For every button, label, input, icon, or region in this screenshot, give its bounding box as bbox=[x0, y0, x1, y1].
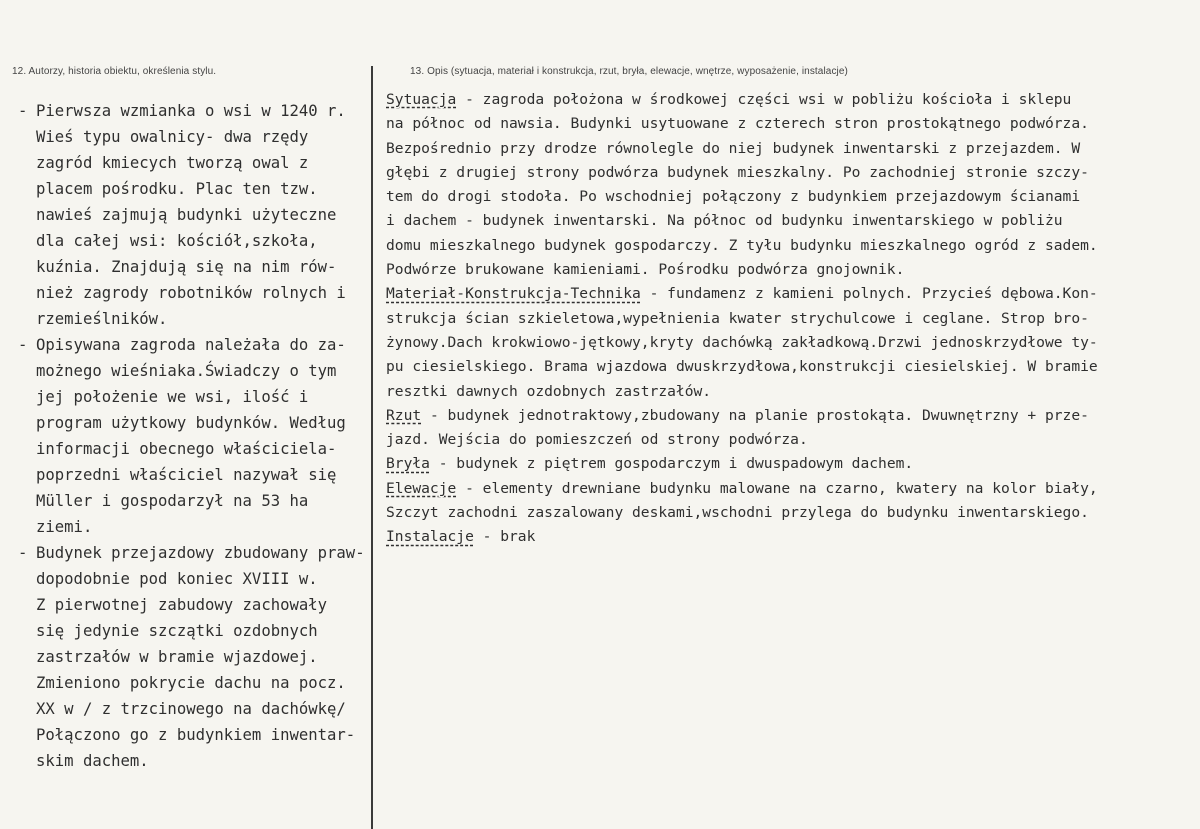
text-line: rzemieślników. bbox=[36, 310, 168, 328]
description-text: - zagroda położona w środkowej części wsi w pobliżu kościoła i sklepu bbox=[456, 91, 1072, 108]
description-column bbox=[386, 88, 1196, 550]
description-text: - fundamenz z kamieni polnych. Przycieś dębowa.Kon- bbox=[640, 285, 1098, 303]
right-column-header: 13. Opis (sytuacja, materiał i konstrukcja, rzut, bryła, elewacje, wnętrze, wyposażenie, instalacje) bbox=[410, 66, 848, 77]
description-text: głębi z drugiej strony podwórza budynek mieszkalny. Po zachodniej stronie szczy- bbox=[386, 163, 1089, 181]
description-line bbox=[386, 380, 1196, 404]
text-line: Opisywana zagroda należała do za- bbox=[36, 336, 346, 354]
description-text: - brak bbox=[473, 528, 536, 546]
text-line: nawieś zajmują budynki użyteczne bbox=[36, 206, 337, 224]
bullet-dash: - bbox=[18, 544, 28, 562]
description-text: tem do drogi stodoła. Po wschodniej połączony z budynkiem przejazdowym ścianami bbox=[386, 188, 1081, 206]
text-line: się jedynie szczątki ozdobnych bbox=[36, 622, 318, 640]
description-line bbox=[386, 88, 1196, 112]
description-line bbox=[386, 355, 1196, 379]
description-line bbox=[386, 404, 1196, 428]
text-line: możnego wieśniaka.Świadczy o tym bbox=[36, 362, 337, 380]
text-line: nież zagrody robotników rolnych i bbox=[36, 284, 346, 302]
description-line bbox=[386, 452, 1196, 476]
description-line bbox=[386, 525, 1196, 549]
text-line: jej położenie we wsi, ilość i bbox=[36, 388, 309, 406]
text-line: XX w / z trzcinowego na dachówkę/ bbox=[36, 700, 346, 718]
text-line: Połączono go z budynkiem inwentar- bbox=[36, 726, 356, 744]
description-text: i dachem - budynek inwentarski. Na północ od budynku inwentarskiego w pobliżu bbox=[386, 212, 1063, 230]
history-paragraph bbox=[18, 332, 368, 540]
history-paragraph bbox=[18, 98, 368, 332]
description-line bbox=[386, 477, 1196, 501]
description-text: żynowy.Dach krokwiowo-jętkowy,kryty dachówką zakładkową.Drzwi jednoskrzydłowe ty- bbox=[386, 333, 1098, 351]
description-text: resztki dawnych ozdobnych zastrzałów. bbox=[386, 382, 712, 400]
description-line bbox=[386, 331, 1196, 355]
text-line: informacji obecnego właściciela- bbox=[36, 440, 337, 458]
description-text: Szczyt zachodni zaszalowany deskami,wschodni przylega do budynku inwentarskiego. bbox=[386, 504, 1089, 522]
description-line bbox=[386, 258, 1196, 282]
history-paragraph bbox=[18, 540, 368, 774]
description-line bbox=[386, 234, 1196, 258]
text-line: Pierwsza wzmianka o wsi w 1240 r. bbox=[36, 102, 346, 120]
text-line: placem pośrodku. Plac ten tzw. bbox=[36, 180, 318, 198]
description-text: pu ciesielskiego. Brama wjazdowa dwuskrzydłowa,konstrukcji ciesielskiej. W bramie bbox=[386, 358, 1098, 376]
section-heading: Bryła bbox=[386, 455, 430, 473]
left-column-header: 12. Autorzy, historia obiektu, określenia stylu. bbox=[12, 66, 217, 77]
description-line bbox=[386, 161, 1196, 185]
text-line: dla całej wsi: kościół,szkoła, bbox=[36, 232, 318, 250]
description-line bbox=[386, 112, 1196, 136]
text-line: poprzedni właściciel nazywał się bbox=[36, 466, 337, 484]
section-heading: Materiał-Konstrukcja-Technika bbox=[386, 285, 641, 303]
text-line: kuźnia. Znajdują się na nim rów- bbox=[36, 258, 337, 276]
text-line: skim dachem. bbox=[36, 752, 149, 770]
description-line bbox=[386, 185, 1196, 209]
bullet-dash: - bbox=[18, 336, 28, 354]
text-line: Budynek przejazdowy zbudowany praw- bbox=[36, 544, 365, 562]
description-text: Bezpośrednio przy drodze równolegle do niej budynek inwentarski z przejazdem. W bbox=[386, 139, 1081, 157]
description-line bbox=[386, 428, 1196, 452]
description-text: Podwórze brukowane kamieniami. Pośrodku podwórza gnojownik. bbox=[386, 261, 905, 279]
section-heading: Rzut bbox=[386, 406, 422, 424]
description-text: - budynek z piętrem gospodarczym i dwuspadowym dachem. bbox=[429, 455, 914, 473]
history-column bbox=[18, 98, 368, 774]
description-text: - budynek jednotraktowy,zbudowany na planie prostokąta. Dwuwnętrzny + prze- bbox=[421, 406, 1089, 424]
description-line bbox=[386, 137, 1196, 161]
description-text: jazd. Wejścia do pomieszczeń od strony podwórza. bbox=[386, 431, 808, 449]
text-line: program użytkowy budynków. Według bbox=[36, 414, 346, 432]
text-line: zagród kmiecych tworzą owal z bbox=[36, 154, 309, 172]
text-line: Müller i gospodarzył na 53 ha bbox=[36, 492, 309, 510]
bullet-dash: - bbox=[18, 102, 28, 120]
text-line: Zmieniono pokrycie dachu na pocz. bbox=[36, 674, 346, 692]
section-heading: Instalacje bbox=[386, 528, 474, 546]
description-line bbox=[386, 307, 1196, 331]
description-line bbox=[386, 282, 1196, 306]
column-divider bbox=[371, 66, 373, 829]
text-line: Wieś typu owalnicy- dwa rzędy bbox=[36, 128, 309, 146]
text-line: ziemi. bbox=[36, 518, 93, 536]
description-line bbox=[386, 209, 1196, 233]
description-text: na północ od nawsia. Budynki usytuowane z czterech stron prostokątnego podwórza. bbox=[386, 115, 1089, 133]
text-line: zastrzałów w bramie wjazdowej. bbox=[36, 648, 318, 666]
section-heading: Elewacje bbox=[386, 479, 457, 497]
text-line: dopodobnie pod koniec XVIII w. bbox=[36, 570, 318, 588]
text-line: Z pierwotnej zabudowy zachowały bbox=[36, 596, 328, 614]
description-text: domu mieszkalnego budynek gospodarczy. Z tyłu budynku mieszkalnego ogród z sadem. bbox=[386, 236, 1098, 254]
description-line bbox=[386, 501, 1196, 525]
description-text: strukcja ścian szkieletowa,wypełnienia kwater strychulcowe i ceglane. Strop bro- bbox=[386, 309, 1089, 327]
description-text: - elementy drewniane budynku malowane na czarno, kwatery na kolor biały, bbox=[456, 479, 1098, 497]
section-heading: Sytuacja bbox=[386, 91, 457, 108]
